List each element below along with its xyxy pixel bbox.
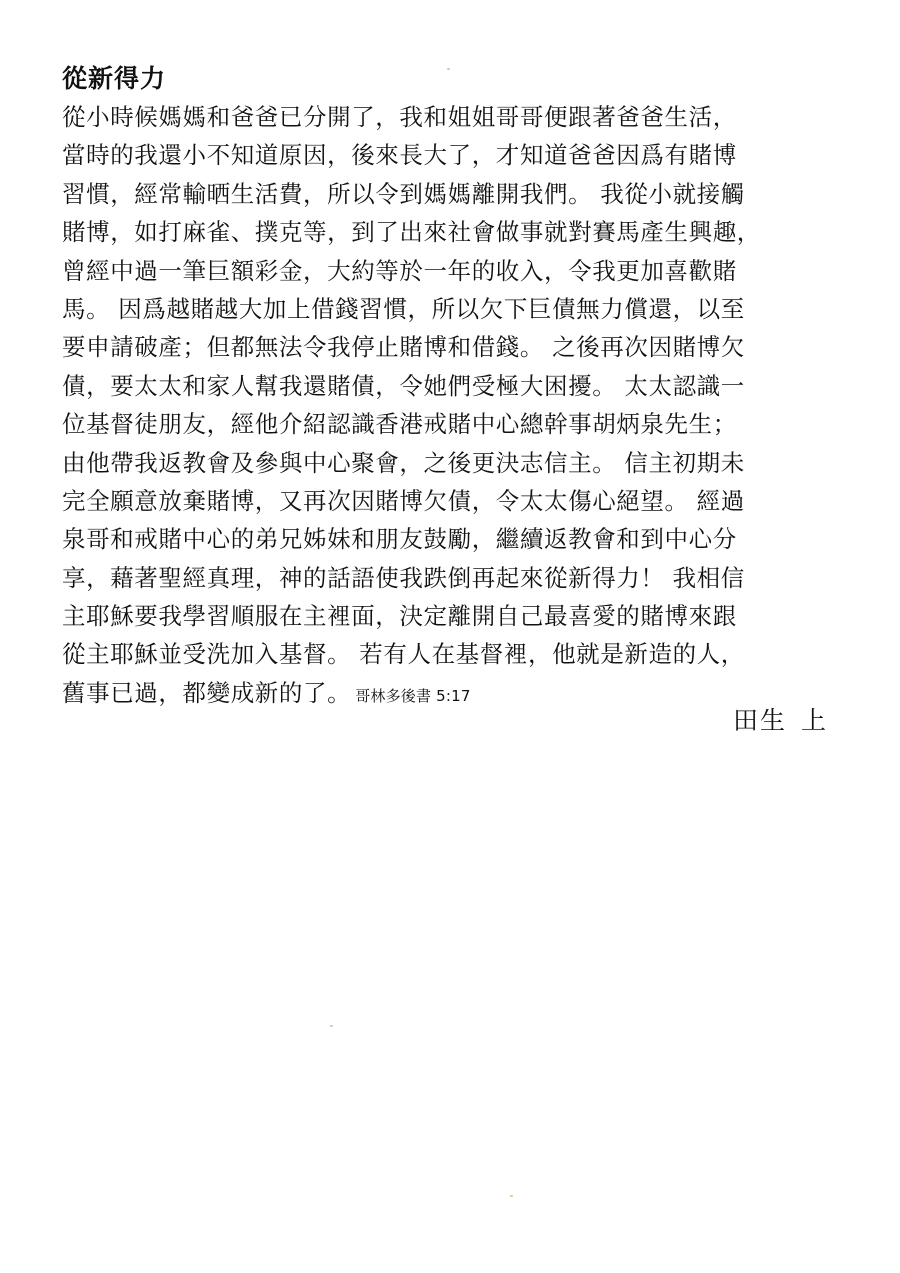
body-line: 由他帶我返教會及參與中心聚會，之後更決志信主。 信主初期未 xyxy=(62,448,745,477)
scan-speck xyxy=(330,1025,333,1027)
body-line: 債，要太太和家人幫我還賭債，令她們受極大困擾。 太太認識一 xyxy=(62,371,745,400)
body-line: 泉哥和戒賭中心的弟兄姊妹和朋友鼓勵，繼續返教會和到中心分 xyxy=(62,525,737,554)
body-line: 當時的我還小不知道原因，後來長大了，才知道爸爸因爲有賭博 xyxy=(62,141,737,170)
signature xyxy=(733,704,828,738)
body-line: 馬。 因爲越賭越大加上借錢習慣，所以欠下巨債無力償還，以至 xyxy=(62,294,745,323)
scan-speck xyxy=(447,68,450,70)
document-body xyxy=(62,98,852,712)
body-line: 賭博，如打麻雀、撲克等，到了出來社會做事就對賽馬產生興趣， xyxy=(62,218,761,247)
signature-suffix: 上 xyxy=(800,706,828,735)
body-line: 從小時候媽媽和爸爸已分開了，我和姐姐哥哥便跟著爸爸生活， xyxy=(62,103,737,131)
signature-name: 田生 xyxy=(732,706,787,735)
body-line: 習慣，經常輸晒生活費，所以令到媽媽離開我們。 我從小就接觸 xyxy=(62,179,745,208)
body-line: 完全願意放棄賭博，又再次因賭博欠債，令太太傷心絕望。 經過 xyxy=(62,486,745,515)
body-line: 位基督徒朋友，經他介紹認識香港戒賭中心總幹事胡炳泉先生； xyxy=(62,410,737,439)
body-line: 要申請破產；但都無法令我停止賭博和借錢。 之後再次因賭博欠 xyxy=(62,333,745,362)
body-line: 享，藉著聖經真理，神的話語使我跌倒再起來從新得力！ 我相信 xyxy=(62,563,745,592)
body-line: 主耶穌要我學習順服在主裡面，決定離開自己最喜愛的賭博來跟 xyxy=(62,602,737,631)
body-line: 曾經中過一筆巨額彩金，大約等於一年的收入，令我更加喜歡賭 xyxy=(62,256,737,285)
document-title: 從新得力 xyxy=(62,64,167,93)
scan-speck xyxy=(510,1195,513,1197)
body-line-text: 舊事已過，都變成新的了。 xyxy=(62,678,352,707)
body-line: 從主耶穌並受洗加入基督。 若有人在基督裡，他就是新造的人， xyxy=(62,640,745,669)
verse-reference: 哥林多後書 5:17 xyxy=(355,686,471,705)
